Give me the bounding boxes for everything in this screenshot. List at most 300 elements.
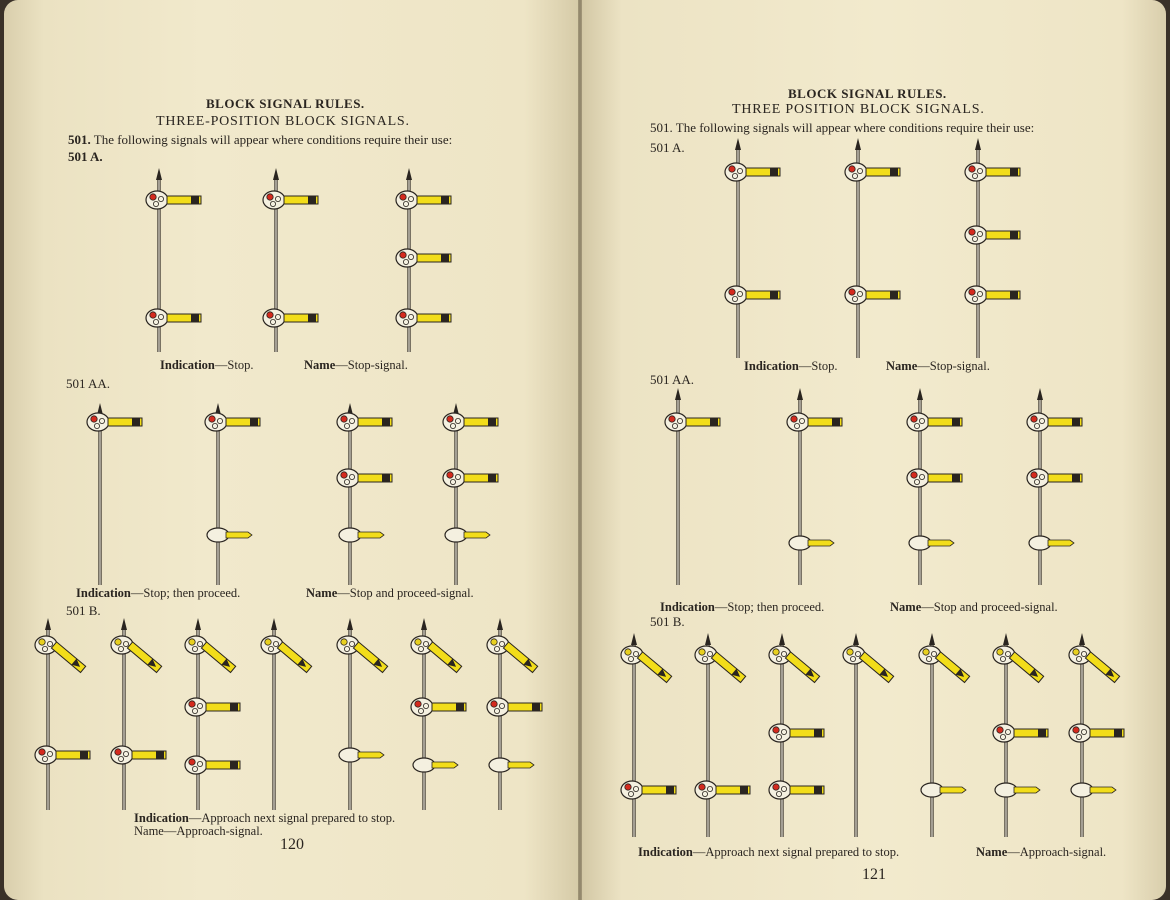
blade-stripe bbox=[132, 418, 140, 426]
signal-lamp bbox=[969, 289, 975, 295]
signal-mast bbox=[919, 633, 970, 837]
signal-lamp bbox=[799, 418, 804, 423]
mast-finial bbox=[917, 388, 923, 400]
signal-lamp bbox=[349, 418, 354, 423]
signal-lamp bbox=[977, 231, 982, 236]
left-501b-illustration bbox=[4, 615, 578, 815]
left-intro-line bbox=[68, 132, 452, 148]
left-501a-illustration bbox=[4, 160, 578, 360]
right-intro-text: The following signals will appear where conditions require their use: bbox=[675, 120, 1035, 135]
signal-lamp bbox=[267, 194, 273, 200]
signal-lamp bbox=[158, 196, 163, 201]
signal-lamp bbox=[628, 656, 633, 661]
signal-lamp bbox=[455, 474, 460, 479]
signal-lamp bbox=[857, 168, 862, 173]
signal-lamp bbox=[192, 646, 197, 651]
signal-lamp bbox=[1005, 651, 1010, 656]
signal-lamp bbox=[1031, 472, 1037, 478]
signal-lamp bbox=[273, 641, 278, 646]
signal-lamp bbox=[972, 236, 977, 241]
signal-lamp bbox=[403, 201, 408, 206]
semaphore-blade bbox=[637, 652, 671, 683]
left-501a-name bbox=[304, 358, 408, 373]
semaphore-blade bbox=[859, 652, 893, 683]
indication-label: Indication bbox=[638, 845, 693, 859]
signal-lamp bbox=[997, 727, 1003, 733]
signal-lamp bbox=[265, 639, 271, 645]
signal-lamp bbox=[1034, 479, 1039, 484]
signal-mast bbox=[1027, 388, 1082, 585]
signal-lamp bbox=[270, 201, 275, 206]
signal-lamp bbox=[702, 791, 707, 796]
signal-lamp bbox=[494, 708, 499, 713]
mast-finial bbox=[705, 633, 711, 645]
right-501aa-name bbox=[890, 600, 1058, 615]
semaphore-blade bbox=[711, 652, 745, 683]
mast-finial bbox=[195, 618, 201, 630]
blade-stripe bbox=[80, 751, 88, 759]
mast-finial bbox=[406, 168, 412, 180]
signal-lamp bbox=[192, 708, 197, 713]
blade-stripe bbox=[488, 474, 496, 482]
blade-stripe bbox=[814, 786, 822, 794]
signal-lamp bbox=[699, 649, 705, 655]
signal-lamp bbox=[267, 312, 273, 318]
signal-mast bbox=[443, 403, 498, 585]
semaphore-blade bbox=[935, 652, 969, 683]
right-section-501aa-label: 501 AA. bbox=[650, 372, 695, 387]
blade-stripe bbox=[230, 761, 238, 769]
signal-lamp bbox=[729, 289, 735, 295]
semaphore-blade bbox=[1009, 652, 1043, 683]
signal-lamp bbox=[123, 751, 128, 756]
right-501b-illustration bbox=[582, 625, 1166, 845]
mast-finial bbox=[797, 388, 803, 400]
signal-lamp bbox=[1076, 734, 1081, 739]
signal-lamp bbox=[625, 649, 631, 655]
signal-lamp bbox=[732, 296, 737, 301]
signal-lamp bbox=[415, 639, 421, 645]
mast-finial bbox=[1003, 633, 1009, 645]
indication-text: —Approach next signal prepared to stop. bbox=[188, 811, 396, 825]
signal-lamp bbox=[707, 651, 712, 656]
signal-lamp bbox=[729, 166, 735, 172]
signal-lamp bbox=[341, 416, 347, 422]
signal-mast bbox=[205, 403, 260, 585]
signal-lamp bbox=[217, 418, 222, 423]
blade-stripe bbox=[1010, 231, 1018, 239]
signal-lamp bbox=[418, 708, 423, 713]
left-501aa-indication bbox=[76, 586, 240, 601]
signal-lamp bbox=[94, 423, 99, 428]
semaphore-blade bbox=[427, 642, 461, 673]
signal-lamp bbox=[1031, 416, 1037, 422]
signal-lamp bbox=[39, 749, 45, 755]
indication-text: —Stop. bbox=[214, 358, 254, 372]
signal-mast bbox=[146, 168, 201, 352]
blade-stripe bbox=[710, 418, 718, 426]
signal-lamp bbox=[737, 168, 742, 173]
semaphore-blade bbox=[353, 642, 387, 673]
signal-lamp bbox=[773, 649, 779, 655]
right-section-501b-label: 501 B. bbox=[650, 614, 685, 629]
signal-lamp bbox=[911, 472, 917, 478]
name-text: —Stop and proceed-signal. bbox=[921, 600, 1058, 614]
marker-blade bbox=[808, 540, 834, 546]
left-501a-indication bbox=[160, 358, 253, 373]
signal-mast bbox=[185, 618, 240, 810]
signal-lamp bbox=[99, 418, 104, 423]
right-501aa-illustration bbox=[582, 380, 1166, 600]
blade-stripe bbox=[382, 474, 390, 482]
signal-lamp bbox=[911, 416, 917, 422]
signal-mast bbox=[787, 388, 842, 585]
marker-blade bbox=[226, 532, 252, 538]
signal-mast bbox=[695, 633, 750, 837]
left-page-title: BLOCK SIGNAL RULES. bbox=[206, 96, 365, 111]
signal-lamp bbox=[153, 319, 158, 324]
name-text: —Stop-signal. bbox=[917, 359, 990, 373]
signal-lamp bbox=[197, 703, 202, 708]
signal-lamp bbox=[42, 756, 47, 761]
signal-lamp bbox=[349, 474, 354, 479]
mast-finial bbox=[631, 633, 637, 645]
signal-lamp bbox=[447, 416, 453, 422]
signal-lamp bbox=[1081, 651, 1086, 656]
marker-blade bbox=[464, 532, 490, 538]
signal-lamp bbox=[153, 201, 158, 206]
indication-text: —Approach next signal prepared to stop. bbox=[692, 845, 900, 859]
signal-lamp bbox=[408, 314, 413, 319]
signal-lamp bbox=[189, 759, 195, 765]
blade-stripe bbox=[890, 168, 898, 176]
signal-lamp bbox=[852, 296, 857, 301]
mast-finial bbox=[1079, 633, 1085, 645]
signal-mast bbox=[769, 633, 824, 837]
left-501b-name bbox=[134, 824, 263, 839]
signal-lamp bbox=[450, 479, 455, 484]
right-501b-indication bbox=[638, 845, 899, 860]
signal-lamp bbox=[115, 639, 121, 645]
right-501aa-indication bbox=[660, 600, 824, 615]
signal-lamp bbox=[415, 701, 421, 707]
signal-lamp bbox=[115, 749, 121, 755]
indication-label: Indication bbox=[134, 811, 189, 825]
blade-stripe bbox=[832, 418, 840, 426]
name-label: Name bbox=[134, 824, 164, 838]
signal-lamp bbox=[669, 416, 675, 422]
signal-lamp bbox=[919, 474, 924, 479]
left-section-501a-label: 501 A. bbox=[68, 149, 103, 164]
signal-mast bbox=[111, 618, 166, 810]
marker-blade bbox=[508, 762, 534, 768]
mast-finial bbox=[853, 633, 859, 645]
blade-stripe bbox=[250, 418, 258, 426]
signal-lamp bbox=[1039, 474, 1044, 479]
name-text: —Stop-signal. bbox=[335, 358, 408, 372]
signal-lamp bbox=[408, 196, 413, 201]
semaphore-blade bbox=[785, 652, 819, 683]
signal-lamp bbox=[633, 786, 638, 791]
indication-text: —Stop. bbox=[798, 359, 838, 373]
blade-stripe bbox=[488, 418, 496, 426]
indication-label: Indication bbox=[160, 358, 215, 372]
signal-lamp bbox=[914, 479, 919, 484]
signal-lamp bbox=[270, 319, 275, 324]
semaphore-blade bbox=[277, 642, 311, 673]
signal-lamp bbox=[1073, 649, 1079, 655]
blade-stripe bbox=[1010, 291, 1018, 299]
mast-finial bbox=[421, 618, 427, 630]
signal-mast bbox=[1069, 633, 1124, 837]
name-text: —Approach-signal. bbox=[163, 824, 263, 838]
mast-finial bbox=[1037, 388, 1043, 400]
left-page bbox=[4, 0, 578, 900]
blade-stripe bbox=[230, 703, 238, 711]
signal-lamp bbox=[972, 173, 977, 178]
marker-blade bbox=[928, 540, 954, 546]
signal-lamp bbox=[1039, 418, 1044, 423]
blade-stripe bbox=[456, 703, 464, 711]
blade-stripe bbox=[532, 703, 540, 711]
blade-stripe bbox=[308, 196, 316, 204]
signal-lamp bbox=[707, 786, 712, 791]
signal-lamp bbox=[499, 641, 504, 646]
signal-lamp bbox=[773, 784, 779, 790]
signal-lamp bbox=[209, 416, 215, 422]
signal-lamp bbox=[447, 472, 453, 478]
blade-stripe bbox=[770, 291, 778, 299]
signal-lamp bbox=[977, 291, 982, 296]
signal-mast bbox=[621, 633, 676, 837]
right-page bbox=[582, 0, 1166, 900]
signal-lamp bbox=[699, 784, 705, 790]
signal-lamp bbox=[969, 229, 975, 235]
signal-lamp bbox=[977, 168, 982, 173]
blade-stripe bbox=[740, 786, 748, 794]
signal-lamp bbox=[275, 196, 280, 201]
mast-finial bbox=[855, 138, 861, 150]
right-page-title: BLOCK SIGNAL RULES. bbox=[788, 86, 947, 101]
mast-finial bbox=[929, 633, 935, 645]
signal-lamp bbox=[1005, 729, 1010, 734]
signal-lamp bbox=[408, 254, 413, 259]
signal-mast bbox=[965, 138, 1020, 358]
marker-blade bbox=[1048, 540, 1074, 546]
mast-finial bbox=[156, 168, 162, 180]
left-section-501aa-label: 501 AA. bbox=[66, 376, 111, 391]
signal-lamp bbox=[400, 194, 406, 200]
signal-lamp bbox=[118, 756, 123, 761]
signal-lamp bbox=[158, 314, 163, 319]
left-rule-number: 501. bbox=[68, 132, 91, 147]
signal-lamp bbox=[914, 423, 919, 428]
signal-lamp bbox=[344, 423, 349, 428]
marker-blade bbox=[358, 752, 384, 758]
signal-lamp bbox=[849, 289, 855, 295]
blade-stripe bbox=[191, 196, 199, 204]
signal-mast bbox=[396, 168, 451, 352]
signal-lamp bbox=[344, 479, 349, 484]
blade-stripe bbox=[666, 786, 674, 794]
signal-lamp bbox=[850, 656, 855, 661]
name-label: Name bbox=[976, 845, 1008, 859]
signal-mast bbox=[337, 403, 392, 585]
mast-finial bbox=[347, 618, 353, 630]
name-label: Name bbox=[886, 359, 918, 373]
signal-mast bbox=[487, 618, 542, 810]
signal-lamp bbox=[926, 656, 931, 661]
right-section-501a-label: 501 A. bbox=[650, 140, 685, 155]
signal-lamp bbox=[455, 418, 460, 423]
signal-lamp bbox=[494, 646, 499, 651]
marker-blade bbox=[1014, 787, 1040, 793]
signal-lamp bbox=[852, 173, 857, 178]
mast-finial bbox=[735, 138, 741, 150]
blade-stripe bbox=[1038, 729, 1046, 737]
signal-lamp bbox=[47, 641, 52, 646]
right-rule-number: 501. bbox=[650, 120, 673, 135]
signal-lamp bbox=[776, 791, 781, 796]
blade-stripe bbox=[308, 314, 316, 322]
signal-lamp bbox=[677, 418, 682, 423]
right-501a-illustration bbox=[582, 130, 1166, 360]
signal-lamp bbox=[919, 418, 924, 423]
left-page-subtitle: THREE-POSITION BLOCK SIGNALS. bbox=[156, 114, 410, 129]
signal-mast bbox=[993, 633, 1048, 837]
blade-stripe bbox=[770, 168, 778, 176]
signal-lamp bbox=[1073, 727, 1079, 733]
right-page-subtitle: THREE POSITION BLOCK SIGNALS. bbox=[732, 102, 985, 117]
left-501aa-illustration bbox=[4, 390, 578, 590]
blade-stripe bbox=[952, 418, 960, 426]
signal-lamp bbox=[400, 312, 406, 318]
signal-lamp bbox=[737, 291, 742, 296]
semaphore-blade bbox=[1085, 652, 1119, 683]
signal-lamp bbox=[423, 703, 428, 708]
right-page-number: 121 bbox=[862, 866, 886, 883]
signal-mast bbox=[35, 618, 90, 810]
signal-lamp bbox=[1000, 734, 1005, 739]
mast-finial bbox=[497, 618, 503, 630]
left-section-501b-label: 501 B. bbox=[66, 603, 101, 618]
signal-lamp bbox=[857, 291, 862, 296]
signal-lamp bbox=[1081, 729, 1086, 734]
mast-finial bbox=[779, 633, 785, 645]
blade-stripe bbox=[1072, 474, 1080, 482]
right-501a-name bbox=[886, 359, 990, 374]
blade-stripe bbox=[1114, 729, 1122, 737]
signal-lamp bbox=[633, 651, 638, 656]
signal-lamp bbox=[1076, 656, 1081, 661]
left-intro-text: The following signals will appear where conditions require their use: bbox=[93, 132, 453, 147]
marker-blade bbox=[940, 787, 966, 793]
signal-mast bbox=[337, 618, 388, 810]
marker-blade bbox=[358, 532, 384, 538]
signal-lamp bbox=[118, 646, 123, 651]
signal-lamp bbox=[849, 166, 855, 172]
signal-lamp bbox=[42, 646, 47, 651]
blade-stripe bbox=[156, 751, 164, 759]
signal-lamp bbox=[150, 312, 156, 318]
signal-lamp bbox=[47, 751, 52, 756]
signal-mast bbox=[845, 138, 900, 358]
signal-lamp bbox=[197, 761, 202, 766]
signal-lamp bbox=[123, 641, 128, 646]
signal-lamp bbox=[189, 639, 195, 645]
signal-mast bbox=[87, 403, 142, 585]
left-page-number: 120 bbox=[280, 836, 304, 853]
signal-lamp bbox=[39, 639, 45, 645]
semaphore-blade bbox=[201, 642, 235, 673]
signal-lamp bbox=[773, 727, 779, 733]
signal-lamp bbox=[450, 423, 455, 428]
indication-label: Indication bbox=[76, 586, 131, 600]
signal-lamp bbox=[923, 649, 929, 655]
signal-lamp bbox=[781, 786, 786, 791]
signal-lamp bbox=[625, 784, 631, 790]
signal-lamp bbox=[403, 319, 408, 324]
marker-blade bbox=[1090, 787, 1116, 793]
signal-lamp bbox=[192, 766, 197, 771]
signal-lamp bbox=[732, 173, 737, 178]
signal-mast bbox=[665, 388, 720, 585]
signal-lamp bbox=[931, 651, 936, 656]
signal-lamp bbox=[197, 641, 202, 646]
blade-stripe bbox=[952, 474, 960, 482]
signal-lamp bbox=[972, 296, 977, 301]
signal-lamp bbox=[341, 472, 347, 478]
signal-lamp bbox=[349, 641, 354, 646]
signal-lamp bbox=[499, 703, 504, 708]
mast-finial bbox=[271, 618, 277, 630]
signal-lamp bbox=[791, 416, 797, 422]
signal-lamp bbox=[418, 646, 423, 651]
semaphore-blade bbox=[503, 642, 537, 673]
right-501b-name bbox=[976, 845, 1106, 860]
mast-finial bbox=[675, 388, 681, 400]
blade-stripe bbox=[814, 729, 822, 737]
right-501a-indication bbox=[744, 359, 837, 374]
signal-lamp bbox=[491, 701, 497, 707]
blade-stripe bbox=[382, 418, 390, 426]
signal-lamp bbox=[268, 646, 273, 651]
signal-lamp bbox=[400, 252, 406, 258]
blade-stripe bbox=[1072, 418, 1080, 426]
signal-lamp bbox=[847, 649, 853, 655]
signal-lamp bbox=[672, 423, 677, 428]
signal-lamp bbox=[403, 259, 408, 264]
signal-lamp bbox=[781, 729, 786, 734]
indication-text: —Stop; then proceed. bbox=[714, 600, 825, 614]
mast-finial bbox=[121, 618, 127, 630]
signal-lamp bbox=[969, 166, 975, 172]
blade-stripe bbox=[441, 196, 449, 204]
signal-lamp bbox=[794, 423, 799, 428]
signal-lamp bbox=[997, 649, 1003, 655]
indication-text: —Stop; then proceed. bbox=[130, 586, 241, 600]
left-501aa-name bbox=[306, 586, 474, 601]
signal-mast bbox=[261, 618, 312, 810]
signal-lamp bbox=[91, 416, 97, 422]
name-text: —Approach-signal. bbox=[1007, 845, 1107, 859]
semaphore-blade bbox=[127, 642, 161, 673]
signal-mast bbox=[411, 618, 466, 810]
mast-finial bbox=[273, 168, 279, 180]
signal-lamp bbox=[776, 734, 781, 739]
name-label: Name bbox=[304, 358, 336, 372]
blade-stripe bbox=[441, 314, 449, 322]
